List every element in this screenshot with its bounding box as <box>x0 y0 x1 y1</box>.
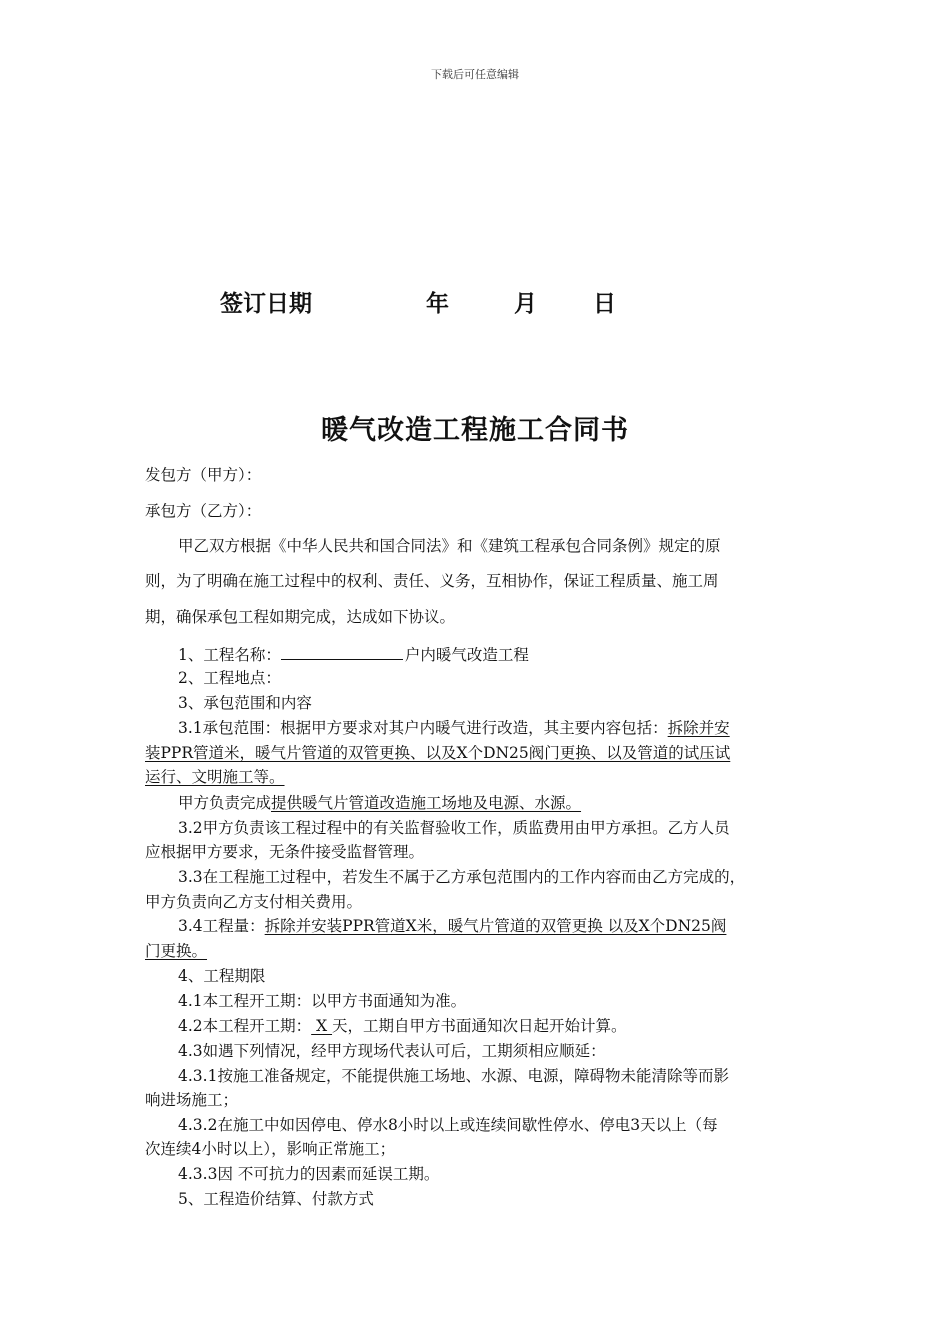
project-name-value: 户内暖气改造工程 <box>404 646 529 664</box>
section-3-4-underlined: 拆除并安装PPR管道X米，暖气片管道的双管更换 以及X个DN25阀 <box>264 917 727 935</box>
section-3-1-underlined-start: 拆除并安 <box>667 719 730 737</box>
section-1-label: 1、工程名称： <box>178 646 281 664</box>
section-2-location: 2、工程地点： <box>178 669 281 687</box>
section-5-heading: 5、工程造价结算、付款方式 <box>178 1190 374 1208</box>
intro-line-3: 期，确保承包工程如期完成，达成如下协议。 <box>145 608 456 626</box>
section-3-3-line-1: 3.3在工程施工过程中，若发生不属于乙方承包范围内的工作内容而由乙方完成的， <box>178 868 746 886</box>
day-label: 日 <box>593 291 616 317</box>
intro-line-2: 则，为了明确在施工过程中的权利、责任、义务，互相协作，保证工程质量、施工周 <box>145 572 719 590</box>
section-3-4-line-2: 门更换。 <box>145 942 208 960</box>
section-4-3: 4.3如遇下列情况，经甲方现场代表认可后，工期须相应顺延： <box>178 1042 606 1060</box>
year-label: 年 <box>426 291 449 317</box>
section-3-heading: 3、承包范围和内容 <box>178 694 312 712</box>
party-b-line: 承包方（乙方）： <box>145 502 262 520</box>
document-title: 暖气改造工程施工合同书 <box>321 415 629 446</box>
section-3-1-line-2: 装PPR管道米，暖气片管道的双管更换、以及X个DN25阀门更换、以及管道的试压试 <box>145 744 731 762</box>
section-3-2-line-1: 3.2甲方负责该工程过程中的有关监督验收工作，质监费用由甲方承担。乙方人员 <box>178 819 730 837</box>
month-label: 月 <box>514 291 537 317</box>
section-3-1-prefix: 3.1承包范围：根据甲方要求对其户内暖气进行改造，其主要内容包括： <box>178 719 668 737</box>
intro-line-1: 甲乙双方根据《中华人民共和国合同法》和《建筑工程承包合同条例》规定的原 <box>178 537 721 555</box>
party-a-responsibility-prefix: 甲方负责完成 <box>178 794 272 812</box>
section-4-2-suffix: 天，工期自甲方书面通知次日起开始计算。 <box>332 1017 627 1035</box>
section-3-4-prefix: 3.4工程量： <box>178 917 265 935</box>
party-a-responsibility-underlined: 提供暖气片管道改造施工场地及电源、水源。 <box>271 794 582 812</box>
party-a-line: 发包方（甲方）： <box>145 466 262 484</box>
section-4-2-prefix: 4.2本工程开工期： <box>178 1017 312 1035</box>
section-3-1-line-1 <box>178 719 730 738</box>
section-4-3-1-line-1: 4.3.1按施工准备规定，不能提供施工场地、水源、电源，障碍物未能清除等而影 <box>178 1067 729 1085</box>
header-note: 下载后可任意编辑 <box>431 68 519 81</box>
section-3-3-line-2: 甲方负责向乙方支付相关费用。 <box>145 893 363 911</box>
section-4-3-3: 4.3.3因 不可抗力的因素而延误工期。 <box>178 1165 440 1183</box>
project-name-blank <box>281 644 403 660</box>
section-3-4-line-1 <box>178 917 726 936</box>
section-4-2 <box>178 1017 627 1036</box>
section-4-3-1-line-2: 响进场施工； <box>145 1091 239 1109</box>
signing-date-label: 签订日期 <box>220 291 312 317</box>
section-4-heading: 4、工程期限 <box>178 967 266 985</box>
section-4-1: 4.1本工程开工期：以甲方书面通知为准。 <box>178 992 467 1010</box>
section-3-2-line-2: 应根据甲方要求，无条件接受监督管理。 <box>145 843 425 861</box>
party-a-responsibility <box>178 794 581 813</box>
section-3-1-line-3: 运行、文明施工等。 <box>145 768 285 786</box>
section-4-3-2-line-1: 4.3.2在施工中如因停电、停水8小时以上或连续间歇性停水、停电3天以上（每 <box>178 1116 718 1134</box>
section-1-project-name <box>178 644 529 665</box>
section-4-3-2-line-2: 次连续4小时以上），影响正常施工； <box>145 1140 396 1158</box>
section-4-2-days-value: X <box>311 1017 333 1035</box>
